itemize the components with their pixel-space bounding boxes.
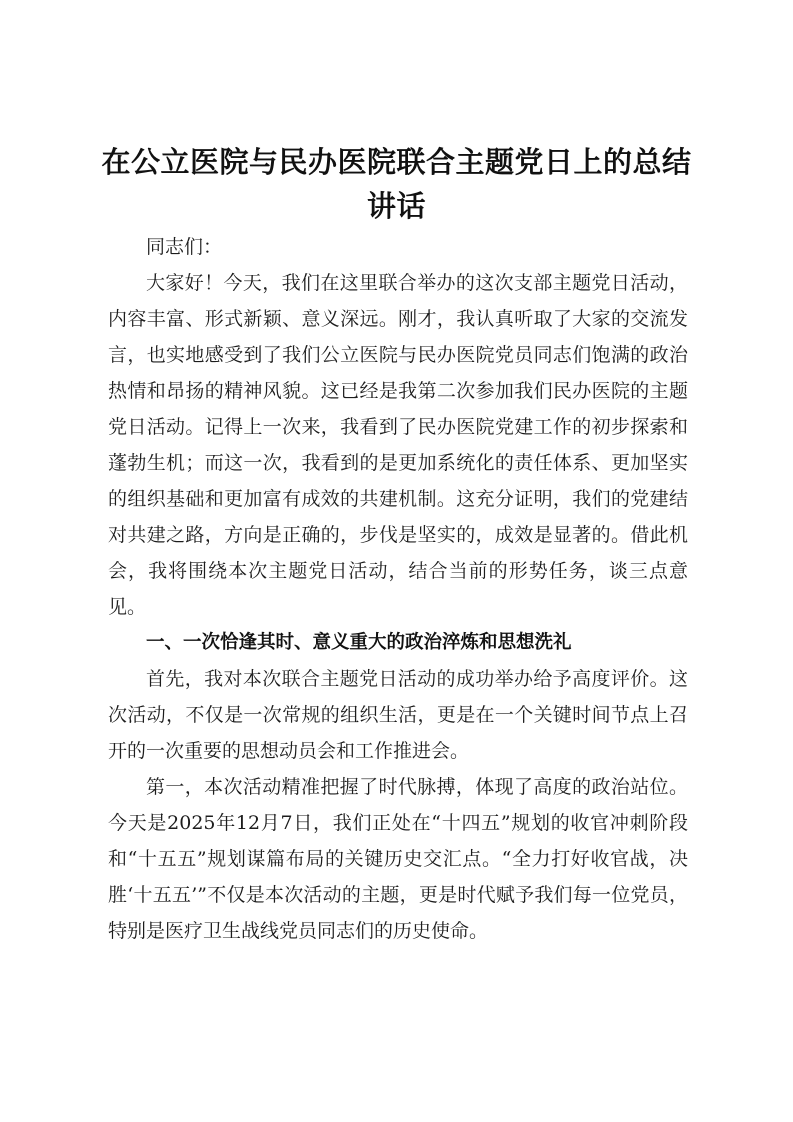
body-paragraph-evaluation: 首先，我对本次联合主题党日活动的成功举办给予高度评价。这次活动，不仅是一次常规的组织生活，更是在一个关键时间节点上召开的一次重要的思想动员会和工作推进会。: [108, 668, 688, 762]
document-title: 在公立医院与民办医院联合主题党日上的总结讲话: [101, 145, 692, 223]
document-body: [108, 229, 688, 949]
salutation: 同志们：: [146, 236, 223, 258]
section-heading-1: 一、一次恰逢其时、意义重大的政治淬炼和思想洗礼: [146, 632, 572, 653]
body-paragraph-first-point: 第一，本次活动精准把握了时代脉搏，体现了高度的政治站位。今天是2025年12月7日，我们正处在“十四五”规划的收官冲刺阶段和“十五五”规划谋篇布局的关键历史交汇点。“全力打好收官战，决胜‘十五五’”不仅是本次活动的主题，更是时代赋予我们每一位党员，特别是医疗卫生战线党员同志们的历史使命。: [108, 776, 688, 942]
body-paragraph-intro: 大家好！今天，我们在这里联合举办的这次支部主题党日活动，内容丰富、形式新颖、意义深远。刚才，我认真听取了大家的交流发言，也实地感受到了我们公立医院与民办医院党员同志们饱满的政治热情和昂扬的精神风貌。这已经是我第二次参加我们民办医院的主题党日活动。记得上一次来，我看到了民办医院党建工作的初步探索和蓬勃生机；而这一次，我看到的是更加系统化的责任体系、更加坚实的组织基础和更加富有成效的共建机制。这充分证明，我们的党建结对共建之路，方向是正确的，步伐是坚实的，成效是显著的。借此机会，我将围绕本次主题党日活动，结合当前的形势任务，谈三点意见。: [108, 272, 688, 618]
